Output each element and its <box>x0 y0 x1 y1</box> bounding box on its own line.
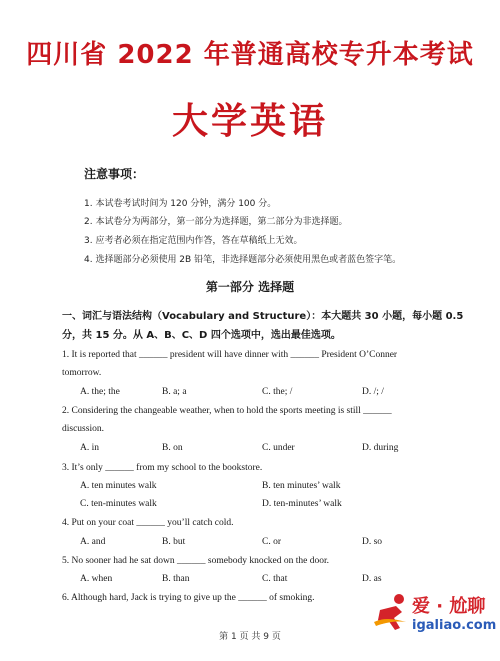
question-stem: 3. It’s only ______ from my school to the bookstore. <box>62 463 263 473</box>
option-b: B. than <box>162 574 190 584</box>
question-stem-continued: discussion. <box>62 424 104 434</box>
question-stem: 1. It is reported that ______ president will have dinner with ______ President O’Conner <box>62 350 398 360</box>
section-description-line-1: 一、词汇与语法结构（Vocabulary and Structure）：本大题共 30 小题，每小题 0.5 <box>62 311 464 322</box>
option-c: C. or <box>262 537 281 547</box>
question-stem: 2. Considering the changeable weather, when to hold the sports meeting is still ______ <box>62 406 392 416</box>
option-d: D. as <box>362 574 382 584</box>
site-watermark <box>372 590 500 640</box>
option-d: D. ten-minutes’ walk <box>262 499 342 509</box>
question-stem: 4. Put on your coat ______ you’ll catch cold. <box>62 518 234 528</box>
option-b: B. but <box>162 537 186 547</box>
option-a: A. ten minutes walk <box>80 481 157 491</box>
option-c: C. under <box>262 443 295 453</box>
question-stem: 6. Although hard, Jack is trying to give up the ______ of smoking. <box>62 593 315 603</box>
note-item-2: 2. 本试卷分为两部分，第一部分为选择题，第二部分为非选择题。 <box>84 217 348 227</box>
note-item-3: 3. 应考者必须在指定范围内作答，答在草稿纸上无效。 <box>84 236 303 246</box>
option-b: B. a; a <box>162 387 187 397</box>
question-stem: 5. No sooner had he sat down ______ somebody knocked on the door. <box>62 556 330 566</box>
question-stem-continued: tomorrow. <box>62 368 102 378</box>
note-item-4: 4. 选择题部分必须使用 2B 铅笔，非选择题部分必须使用黑色或者蓝色签字笔。 <box>84 255 402 265</box>
section-description-line-2: 分，共 15 分。从 A、B、C、D 四个选项中，选出最佳选项。 <box>62 330 341 341</box>
watermark-url: igaliao.com <box>412 618 497 633</box>
page-number: 第 1 页 共 9 页 <box>219 632 281 642</box>
option-d: D. /; / <box>362 387 384 397</box>
note-item-1: 1. 本试卷考试时间为 120 分钟，满分 100 分。 <box>84 199 277 209</box>
watermark-brand: 爱 · 尬聊 <box>412 596 486 617</box>
option-a: A. the; the <box>80 387 120 397</box>
running-figure-icon <box>372 592 410 632</box>
exam-subject: 大学英语 <box>171 101 328 142</box>
option-d: D. so <box>362 537 383 547</box>
notes-heading: 注意事项： <box>84 167 145 181</box>
option-a: A. in <box>80 443 99 453</box>
option-b: B. ten minutes’ walk <box>262 481 341 491</box>
section-title: 第一部分 选择题 <box>205 280 295 294</box>
option-d: D. during <box>362 443 399 453</box>
option-b: B. on <box>162 443 183 453</box>
exam-title: 四川省 2022 年普通高校专升本考试 <box>26 40 474 70</box>
option-a: A. and <box>80 537 106 547</box>
option-c: C. that <box>262 574 288 584</box>
option-c: C. ten-minutes walk <box>80 499 157 509</box>
option-c: C. the; / <box>262 387 293 397</box>
option-a: A. when <box>80 574 113 584</box>
